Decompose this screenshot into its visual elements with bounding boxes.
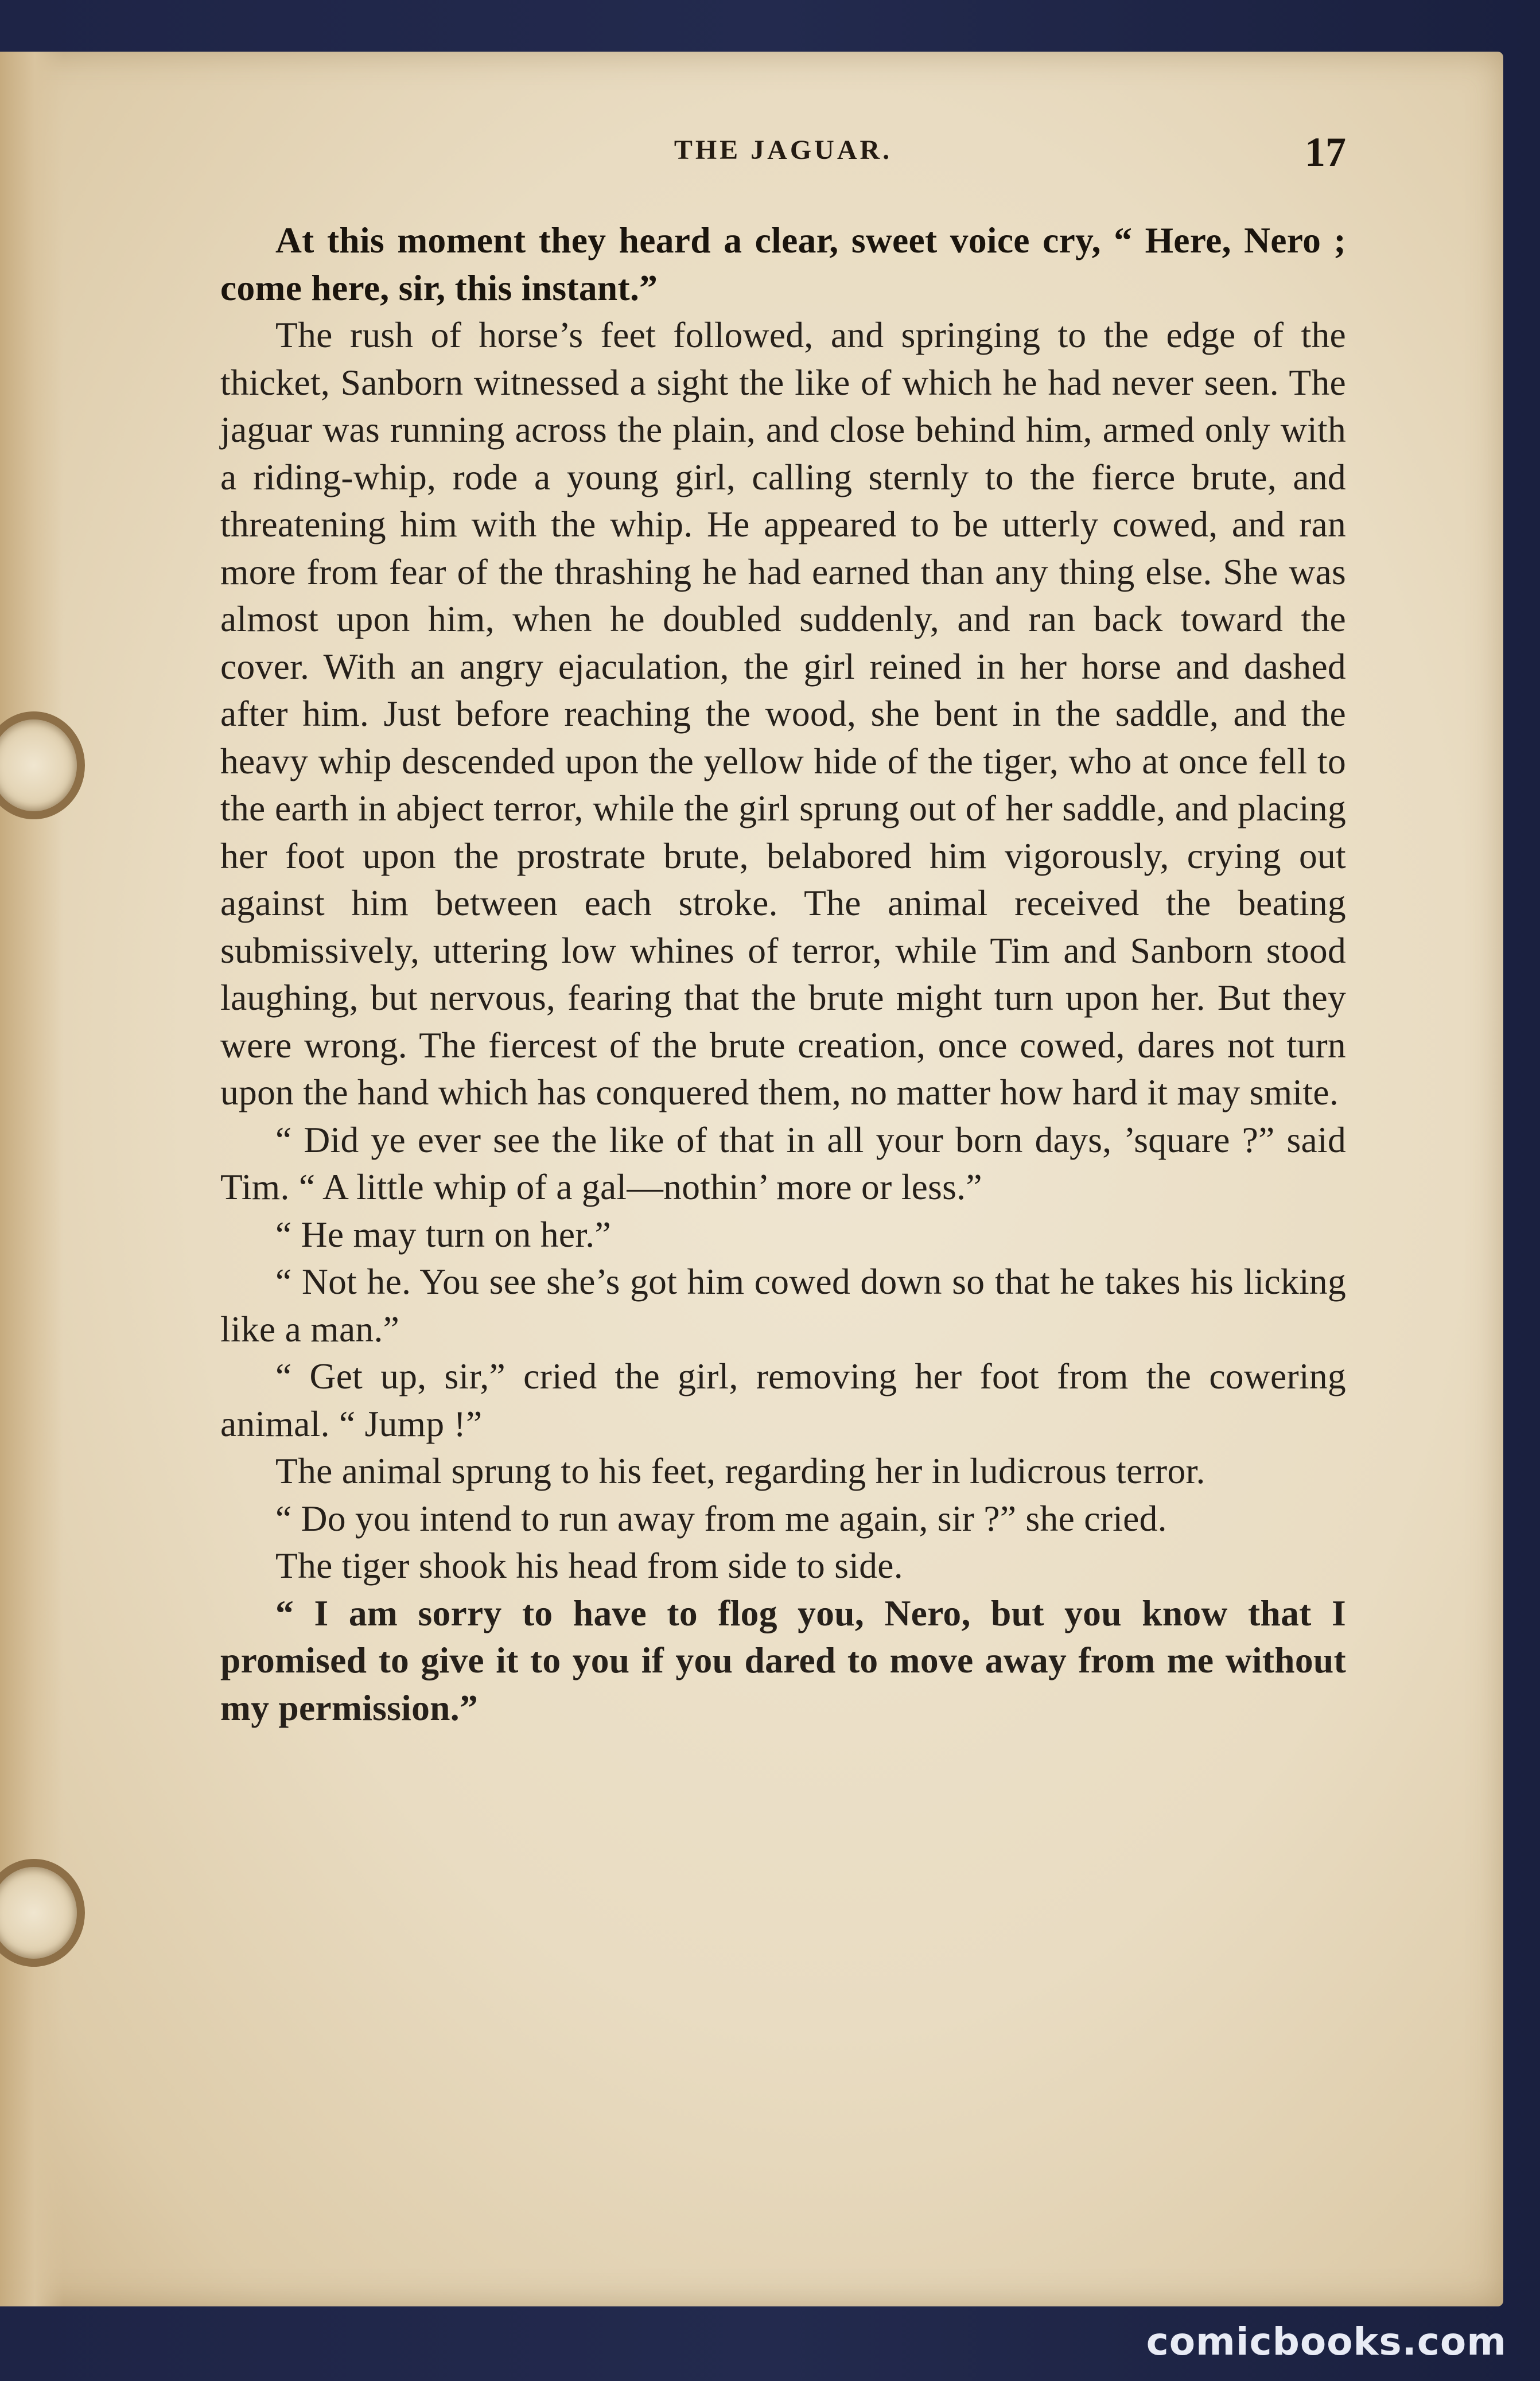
page-gutter-shadow [0,52,63,2306]
paragraph-10: “ I am sorry to have to flog you, Nero, but you know that I promised to give it to you if you dared to move away from me without my permission.” [220,1592,1346,1728]
paragraph-2: The rush of horse’s feet followed, and springing to the edge of the thicket, Sanborn witnessed a sight the like of which he had never seen. The jaguar was running across the plain, and close behind him, armed only with a riding-whip, rode a young girl, calling sternly to the fierce brute, and threatening him with the whip. He appeared to be utterly cowed, and ran more from fear of the thrashing he had earned than any thing else. She was almost upon him, when he doubled suddenly, and ran back toward the cover. With an angry ejaculation, the girl reined in her horse and dashed after him. Just before reaching the wood, she bent in the saddle, and the heavy whip descended upon the yellow hide of the tiger, who at once fell to the earth in abject terror, while the girl sprung out of her saddle, and placing her foot upon the prostrate brute, belabored him vigorously, crying out against him between each stroke. The animal received the beating submissively, uttering low whines of terror, while Tim and Sanborn stood laughing, but nervous, fearing that the brute might turn upon her. But they were wrong. The fiercest of the brute creation, once cowed, dares not turn upon the hand which has conquered them, no matter how hard it may smite. [220,314,1346,1112]
paragraph-3: “ Did ye ever see the like of that in all your born days, ’square ?” said Tim. “ A little whip of a gal—nothin’ more or less.” [220,1119,1346,1207]
binding-hole-top [0,711,85,819]
body-text [220,217,1346,1732]
paragraph-1: At this moment they heard a clear, sweet voice cry, “ Here, Nero ; come here, sir, this instant.” [220,220,1346,308]
watermark-logo: comicbooks.com [1146,2320,1507,2364]
page-number: 17 [1305,129,1346,175]
paragraph-6: “ Get up, sir,” cried the girl, removing her foot from the cowering animal. “ Jump !” [220,1356,1346,1444]
binding-hole-bottom [0,1859,85,1967]
paragraph-9: The tiger shook his head from side to side. [275,1545,903,1586]
page-header [220,129,1346,180]
paragraph-7: The animal sprung to his feet, regarding her in ludicrous terror. [275,1450,1205,1491]
running-title: THE JAGUAR. [674,135,893,165]
paragraph-5: “ Not he. You see she’s got him cowed down so that he takes his licking like a man.” [220,1261,1346,1349]
paragraph-4: “ He may turn on her.” [275,1213,611,1255]
paragraph-8: “ Do you intend to run away from me again, sir ?” she cried. [275,1497,1167,1539]
